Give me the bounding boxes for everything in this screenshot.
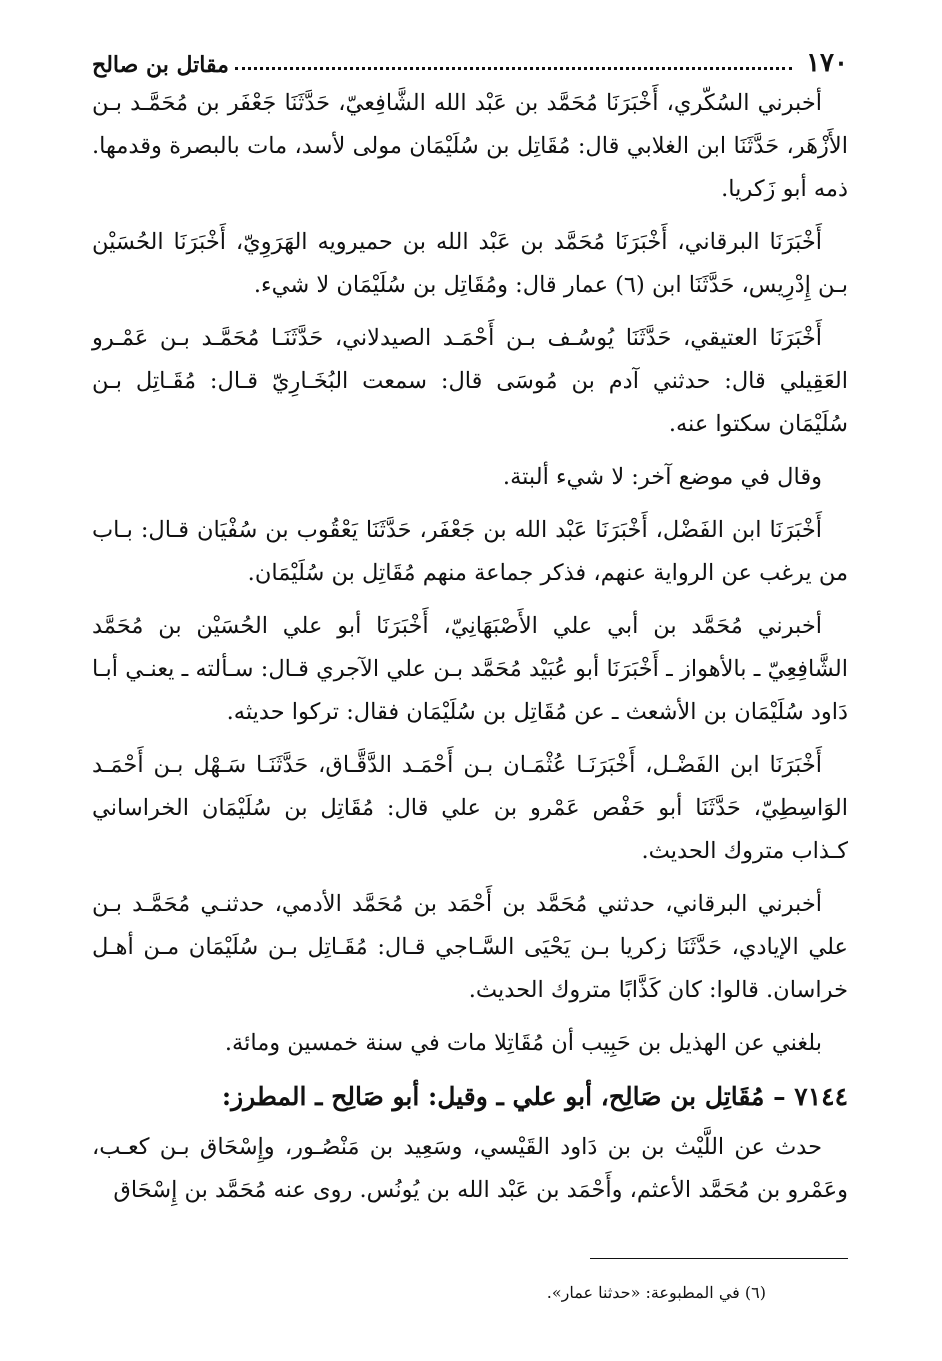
page-header [92, 38, 848, 78]
footnote: (٦) في المطبوعة: «حدثنا عمار». [546, 1283, 766, 1302]
paragraph: بلغني عن الهذيل بن حَبِيب أن مُقَاتِلا مات في سنة خمسين ومائة. [224, 1030, 822, 1056]
paragraph: أَخْبَرَنَا ابن الفَضْـل، أَخْبَرَنَـا عُثْمَـان بـن أَحْمَـد الدَّقَّـاق، حَدَّثَنَـا سَـهْل بـن أَحْمَـد الوَاسِطِيّ، حَدَّثَنَا أبو حَفْص عَمْرو بن علي قال: مُقَاتِل بن سُلَيْمَان الخراساني كـذاب متروك الحديث. [92, 752, 848, 864]
page-number: ١٧٠ [806, 48, 848, 78]
main-text [92, 82, 848, 1222]
paragraph: أخبرني البرقاني، حدثني مُحَمَّد بن أَحْمَد بن مُحَمَّد الأدمي، حدثنـي مُحَمَّـد بـن علي الإيادي، حَدَّثَنَا زكريا بـن يَحْيَى السَّـاجي قـال: مُقَـاتِل بـن سُلَيْمَان مـن أهـل خراسان. قالوا: كان كَذَّابًا متروك الحديث. [92, 891, 848, 1003]
entry-heading: ٧١٤٤ – مُقَاتِل بن صَالِح، أبو علي ـ وقيل: أبو صَالِح ـ المطرز: [221, 1082, 848, 1111]
header-dotted-leader [235, 67, 792, 70]
paragraph: أخبرني السُكّري، أَخْبَرَنَا مُحَمَّد بن عَبْد الله الشَّافِعيّ، حَدَّثَنَا جَعْفَر بن مُحَمَّـد بـن الأَزْهَر، حَدَّثَنَا ابن الغلابي قال: مُقَاتِل بن سُلَيْمَان مولى لأسد، مات بالبصرة وقدمها. ذمه أبو زَكريا. [92, 90, 848, 202]
paragraph: أَخْبَرَنَا البرقاني، أَخْبَرَنَا مُحَمَّد بن عَبْد الله بن حميرويه الهَرَوِيّ، أَخْبَرَنَا الحُسَيْن بـن إِدْرِيس، حَدَّثَنَا ابن (٦) عمار قال: ومُقَاتِل بن سُلَيْمَان لا شيء. [92, 229, 848, 298]
running-title: مقاتل بن صالح [92, 52, 229, 78]
paragraph: أخبرني مُحَمَّد بن أبي علي الأَصْبَهَانِيّ، أَخْبَرَنَا أبو علي الحُسَيْن بن مُحَمَّد الشَّافِعِيّ ـ بالأهواز ـ أَخْبَرَنَا أبو عُبَيْد مُحَمَّد بـن علي الآجري قـال: سـألته ـ يعنـي أبـا دَاود سُلَيْمَان بن الأشعث ـ عن مُقَاتِل بن سُلَيْمَان فقال: تركوا حديثه. [92, 613, 848, 725]
entry-text: حدث عن اللَّيْث بن بن دَاود القَيْسي، وسَعِيد بن مَنْصُـور، وإِسْحَاق بـن كعـب، وعَمْرو بن مُحَمَّد الأعثم، وأَحْمَد بن عَبْد الله بن يُونُس. روى عنه مُحَمَّد بن إِسْحَاق [92, 1134, 848, 1203]
paragraph: وقال في موضع آخر: لا شيء ألبتة. [502, 464, 822, 490]
paragraph: أَخْبَرَنَا ابن الفَضْل، أَخْبَرَنَا عَبْد الله بن جَعْفَر، حَدَّثَنَا يَعْقُوب بن سُفْيَان قـال: بـاب من يرغب عن الرواية عنهم، فذكر جماعة منهم مُقَاتِل بن سُلَيْمَان. [92, 517, 848, 586]
footnote-separator [590, 1258, 848, 1259]
paragraph: أَخْبَرَنَا العتيقي، حَدَّثَنَا يُوسُـف بـن أَحْمَـد الصيدلاني، حَدَّثَنَـا مُحَمَّـد بـن عَمْـرو العَقِيلي قال: حدثني آدم بن مُوسَى قال: سمعت البُخَـارِيّ قـال: مُقَـاتِل بـن سُلَيْمَان سكتوا عنه. [92, 325, 848, 437]
